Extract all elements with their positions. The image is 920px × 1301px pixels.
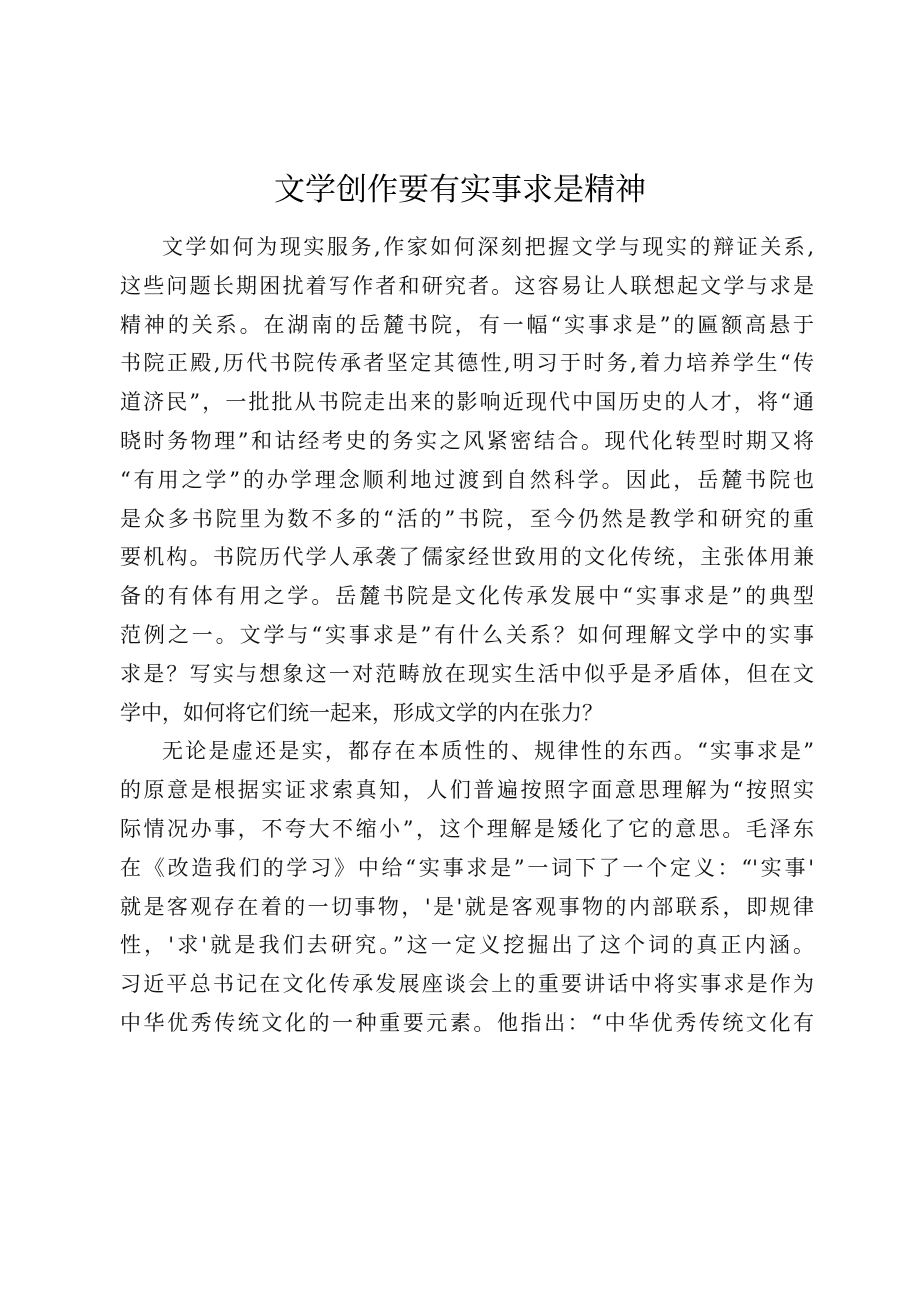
- text-line: 文学如何为现实服务,作家如何深刻把握文学与现实的辩证关系,: [162, 235, 814, 259]
- text-line: 际情况办事，不夸大不缩小”，这个理解是矮化了它的意思。毛泽东: [120, 816, 814, 841]
- article-title: 文学创作要有实事求是精神: [274, 172, 646, 208]
- text-line: 要机构。书院历代学人承袭了儒家经世致用的文化传统，主张体用兼: [120, 545, 814, 570]
- text-line: 范例之一。文学与“实事求是”有什么关系？如何理解文学中的实事: [120, 622, 814, 647]
- text-line: 是众多书院里为数不多的“活的”书院，至今仍然是教学和研究的重: [120, 506, 814, 531]
- text-line: 的原意是根据实证求索真知，人们普遍按照字面意思理解为“按照实: [120, 778, 814, 803]
- text-line: 无论是虚还是实，都存在本质性的、规律性的东西。“实事求是”: [162, 739, 814, 764]
- text-line: 性，'求'就是我们去研究。”这一定义挖掘出了这个词的真正内涵。: [120, 933, 814, 958]
- text-line: “有用之学”的办学理念顺利地过渡到自然科学。因此，岳麓书院也: [120, 467, 814, 492]
- text-line: 习近平总书记在文化传承发展座谈会上的重要讲话中将实事求是作为: [120, 972, 814, 997]
- text-line: 这些问题长期困扰着写作者和研究者。这容易让人联想起文学与求是: [120, 273, 814, 298]
- paragraph-1: [120, 228, 814, 732]
- text-line: 中华优秀传统文化的一种重要元素。他指出：“中华优秀传统文化有: [120, 1010, 814, 1035]
- text-line: 在《改造我们的学习》中给“实事求是”一词下了一个定义：“'实事': [120, 855, 814, 880]
- text-line: 求是？写实与想象这一对范畴放在现实生活中似乎是矛盾体，但在文: [120, 661, 814, 686]
- text-line: 精神的关系。在湖南的岳麓书院，有一幅“实事求是”的匾额高悬于: [120, 312, 814, 337]
- text-line: 就是客观存在着的一切事物，'是'就是客观事物的内部联系，即规律: [120, 894, 814, 919]
- text-line: 道济民”，一批批从书院走出来的影响近现代中国历史的人才，将“通: [120, 390, 814, 415]
- text-line: 书院正殿,历代书院传承者坚定其德性,明习于时务,着力培养学生“传: [120, 351, 814, 376]
- article-body: [120, 228, 814, 1043]
- text-line: 晓时务物理”和诂经考史的务实之风紧密结合。现代化转型时期又将: [120, 428, 814, 453]
- text-line: 学中，如何将它们统一起来，形成文学的内在张力？: [120, 700, 603, 725]
- paragraph-2: [120, 732, 814, 1042]
- text-line: 备的有体有用之学。岳麓书院是文化传承发展中“实事求是”的典型: [120, 584, 814, 609]
